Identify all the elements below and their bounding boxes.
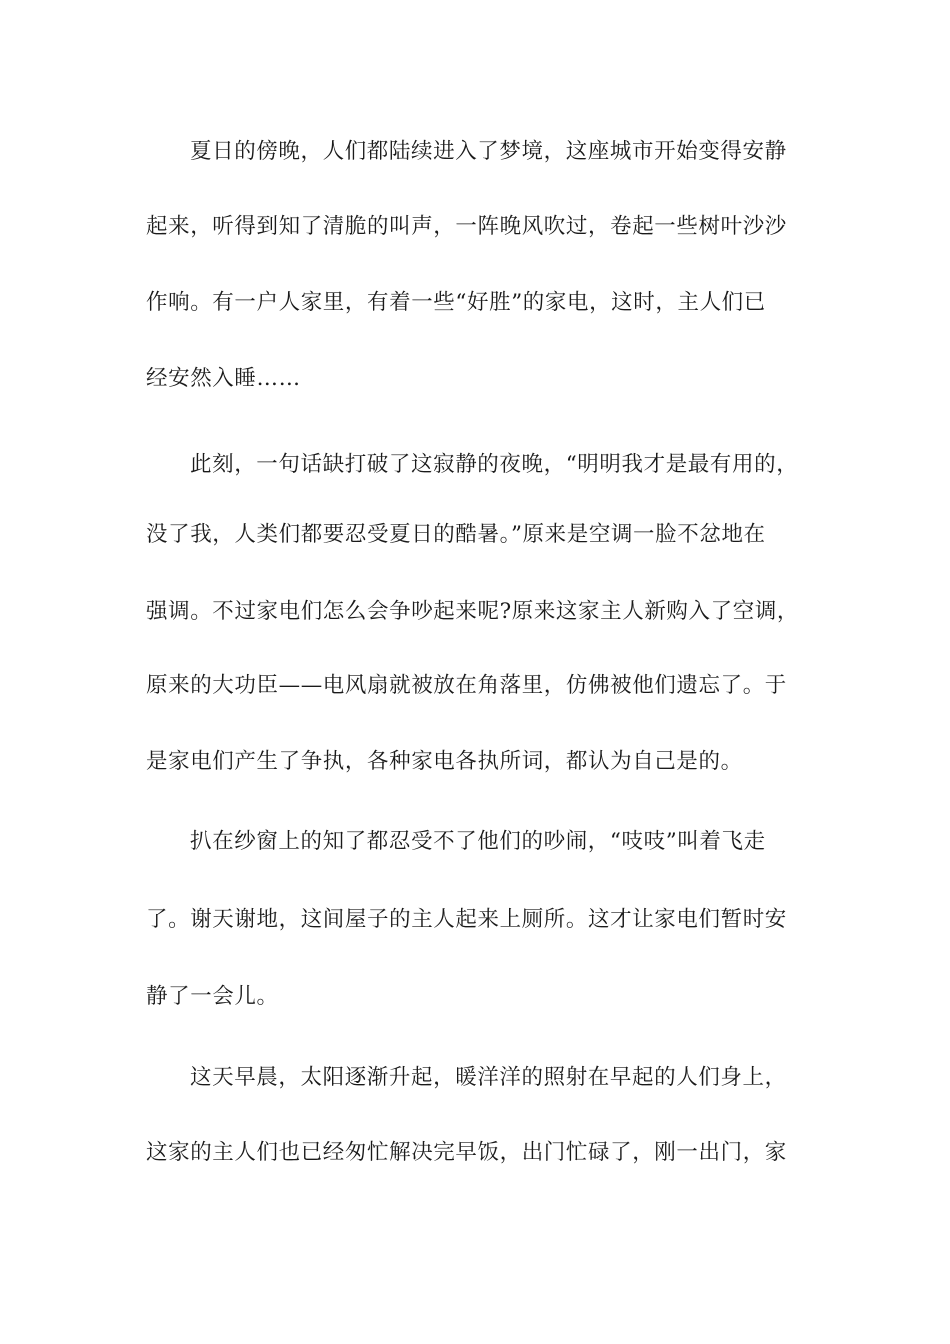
paragraph-2-line-3: 强调。不过家电们怎么会争吵起来呢?原来这家主人新购入了空调， [146,599,800,624]
paragraph-2-line-1: 此刻，一句话缺打破了这寂静的夜晚，“明明我才是最有用的， [190,452,799,477]
paragraph-1-line-3: 作响。有一户人家里，有着一些“好胜”的家电，这时，主人们已 [146,290,766,315]
paragraph-1-line-1: 夏日的傍晚，人们都陆续进入了梦境，这座城市开始变得安静 [190,139,787,164]
paragraph-2-line-5: 是家电们产生了争执，各种家电各执所词，都认为自己是的。 [146,749,743,774]
paragraph-3-line-2: 了。谢天谢地，这间屋子的主人起来上厕所。这才让家电们暂时安 [146,907,787,932]
paragraph-4-line-1: 这天早晨，太阳逐渐升起，暖洋洋的照射在早起的人们身上， [190,1065,787,1090]
paragraph-2-line-2: 没了我，人类们都要忍受夏日的酷暑。”原来是空调一脸不忿地在 [146,522,766,547]
paragraph-1-line-2: 起来，听得到知了清脆的叫声，一阵晚风吹过，卷起一些树叶沙沙 [146,214,787,239]
paragraph-3-line-1: 扒在纱窗上的知了都忍受不了他们的吵闹，“吱吱”叫着飞走 [190,829,766,854]
paragraph-1-line-4: 经安然入睡…… [146,366,301,391]
paragraph-4-line-2: 这家的主人们也已经匆忙解决完早饭，出门忙碌了，刚一出门，家 [146,1140,787,1165]
paragraph-3-line-3: 静了一会儿。 [146,984,279,1009]
paragraph-2-line-4: 原来的大功臣——电风扇就被放在角落里，仿佛被他们遗忘了。于 [146,673,787,698]
